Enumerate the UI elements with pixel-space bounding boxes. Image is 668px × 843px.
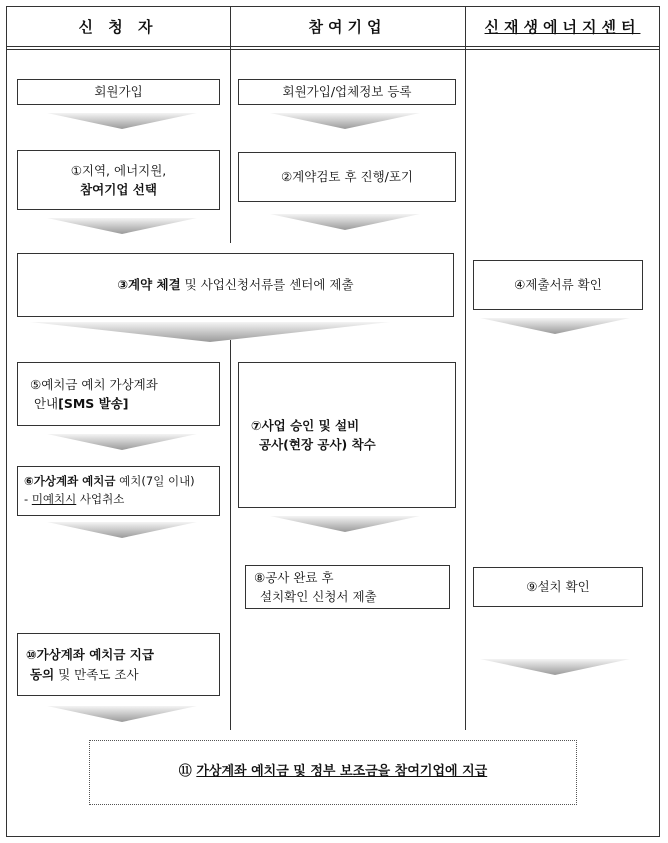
step-4-verify	[473, 260, 643, 310]
step-11-text	[179, 762, 487, 782]
step-8-line2: 설치확인 신청서 제출	[260, 589, 377, 604]
step-5-sms: [SMS 발송]	[58, 396, 129, 411]
step-6-line2	[24, 491, 219, 509]
step-9-install-check	[473, 567, 643, 607]
step-10-line1: ⑩가상계좌 예치금 지급	[26, 647, 154, 663]
header-company: 참여기업	[308, 17, 387, 36]
step-9-label: ⑨설치 확인	[526, 579, 590, 595]
arrow-chevron-9	[270, 516, 420, 532]
header-divider	[6, 46, 660, 47]
step-1-select	[17, 150, 220, 210]
arrow-chevron-2	[270, 113, 420, 129]
step-7-line2: 공사(현장 공사) 착수	[259, 437, 376, 452]
arrow-chevron-4	[270, 214, 420, 230]
step-4-label: ④제출서류 확인	[514, 277, 602, 293]
arrow-chevron-7	[47, 434, 197, 450]
step-11-payment	[89, 740, 577, 805]
header-applicant: 신 청 자	[78, 17, 158, 36]
step-10-line2	[26, 665, 219, 684]
step-8-completion	[245, 565, 450, 609]
header-divider-double	[6, 49, 660, 50]
column-divider-1a	[230, 6, 231, 243]
step-10-consent-word: 동의	[30, 666, 55, 682]
step-signup-label: 회원가입	[94, 84, 143, 100]
step-1-line1: ①지역, 에너지원,	[70, 162, 167, 178]
step-company-register	[238, 79, 456, 105]
column-divider-1b	[230, 340, 231, 730]
arrow-chevron-6	[480, 318, 630, 334]
step-5-line1: ⑤예치금 예치 가상계좌	[30, 376, 158, 392]
step-3-bold: ③계약 체결	[117, 277, 181, 293]
step-5-deposit-guide	[17, 362, 220, 426]
arrow-chevron-3	[47, 218, 197, 234]
step-6-line1	[24, 473, 219, 491]
step-6-unpaid: 미예치시	[31, 492, 77, 506]
arrow-chevron-11	[47, 706, 197, 722]
column-divider-2	[465, 6, 466, 730]
step-11-number: ⑪	[178, 764, 197, 780]
step-3-rest: 및 사업신청서류를 센터에 제출	[180, 277, 354, 293]
step-11-label: 가상계좌 예치금 및 정부 보조금을 참여기업에 지급	[196, 764, 488, 780]
step-10-survey: 및 만족도 조사	[54, 666, 139, 682]
header-center: 신재생에너지센터	[484, 17, 641, 36]
step-3-contract	[17, 253, 454, 317]
arrow-chevron-1	[47, 113, 197, 129]
step-6-period: 예치(7일 이내)	[115, 474, 195, 489]
step-3-text	[117, 275, 353, 294]
step-6-cancel: 사업취소	[76, 492, 125, 506]
step-7-line1: ⑦사업 승인 및 설비	[251, 417, 360, 433]
step-5-line2	[30, 394, 219, 413]
step-6-dash: -	[24, 492, 32, 506]
step-5-line2a: 안내	[33, 396, 59, 411]
step-10-consent	[17, 633, 220, 696]
step-6-bold: ⑥가상계좌 예치금	[24, 474, 116, 489]
arrow-chevron-8	[47, 522, 197, 538]
arrow-chevron-5	[30, 322, 390, 342]
arrow-chevron-10	[480, 659, 630, 675]
step-company-register-label: 회원가입/업체정보 등록	[282, 84, 412, 100]
step-2-review	[238, 152, 456, 202]
step-7-approval	[238, 362, 456, 508]
step-signup	[17, 79, 220, 105]
step-8-line1: ⑧공사 완료 후	[254, 569, 334, 585]
step-2-label: ②계약검토 후 진행/포기	[280, 169, 414, 185]
step-6-deposit	[17, 466, 220, 516]
step-1-line2: 참여기업 선택	[80, 182, 157, 197]
